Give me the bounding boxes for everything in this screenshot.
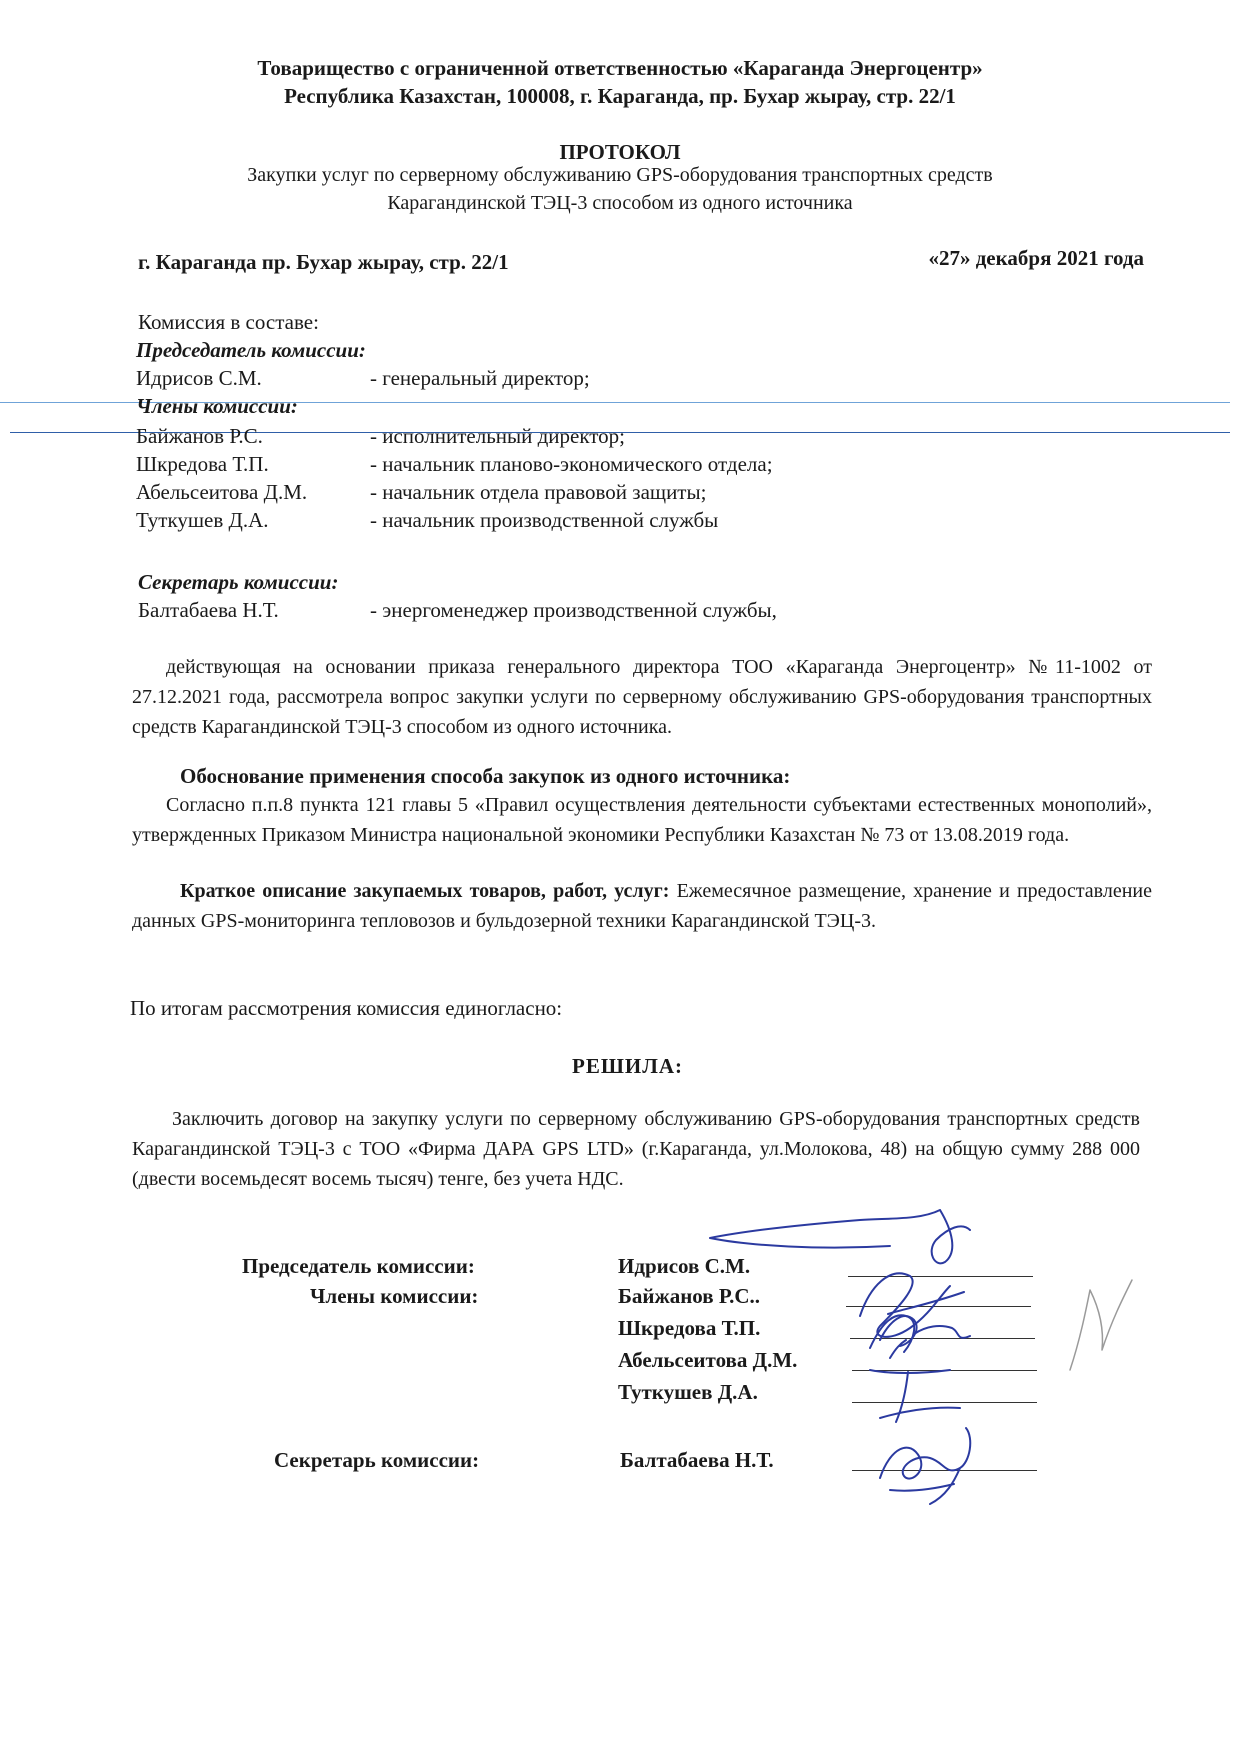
chair-heading: Председатель комиссии:	[136, 338, 366, 362]
sig-name: Абельсеитова Д.М.	[618, 1348, 798, 1372]
sig-name: Балтабаева Н.Т.	[620, 1448, 774, 1472]
sig-name: Туткушев Д.А.	[618, 1380, 758, 1404]
secretary-heading: Секретарь комиссии:	[138, 570, 339, 594]
org-name: Товарищество с ограниченной ответственностью «Караганда Энергоцентр»	[257, 56, 983, 80]
description-text: Ежемесячное размещение, хранение и предоставление данных GPS-мониторинга тепловозов и бульдозерной техники Карагандинской ТЭЦ-3.	[132, 880, 1153, 932]
member-role: - начальник планово-экономического отдела;	[370, 452, 773, 476]
member-role: - начальник отдела правовой защиты;	[370, 480, 707, 504]
decision-text: Заключить договор на закупку услуги по серверному обслуживанию GPS-оборудования транспортных средств Карагандинской ТЭЦ-3 с ТОО «Фирма ДАРА GPS LTD» (г.Караганда, ул.Молокова, 48) на общую сумму 288 000 (двести восемьдесят восемь тысяч) тенге, без учета НДС.	[132, 1108, 1140, 1190]
secretary-name: Балтабаева Н.Т.	[138, 598, 279, 622]
sig-secretary-label: Секретарь комиссии:	[274, 1448, 480, 1472]
commission-intro: Комиссия в составе:	[138, 310, 319, 334]
sig-members-label: Члены комиссии:	[310, 1284, 479, 1308]
description-label: Краткое описание закупаемых товаров, работ, услуг:	[180, 880, 670, 902]
member-name: Абельсеитова Д.М.	[136, 480, 308, 504]
description-paragraph	[132, 876, 1152, 936]
sig-name: Шкредова Т.П.	[618, 1316, 761, 1340]
conclusion-intro: По итогам рассмотрения комиссия единогласно:	[130, 996, 563, 1020]
chair-role: - генеральный директор;	[370, 366, 590, 390]
decision-heading: РЕШИЛА:	[572, 1054, 684, 1078]
members-heading: Члены комиссии:	[136, 394, 298, 418]
handwritten-signature-faint	[1060, 1270, 1140, 1380]
justification-heading: Обоснование применения способа закупок из одного источника:	[180, 764, 791, 788]
justification-text: Согласно п.п.8 пункта 121 главы 5 «Правил осуществления деятельности субъектами естественных монополий», утвержденных Приказом Министра национальной экономики Республики Казахстан № 73 от 13.08.2019 года.	[132, 794, 1152, 846]
member-name: Байжанов Р.С.	[136, 424, 263, 448]
document-title: ПРОТОКОЛ	[559, 140, 681, 164]
place: г. Караганда пр. Бухар жырау, стр. 22/1	[138, 250, 509, 274]
member-role: - начальник производственной службы	[370, 508, 719, 532]
chair-name: Идрисов С.М.	[136, 366, 262, 390]
member-name: Шкредова Т.П.	[136, 452, 269, 476]
handwritten-signature	[870, 1418, 990, 1508]
org-address: Республика Казахстан, 100008, г. Караганда, пр. Бухар жырау, стр. 22/1	[284, 84, 956, 108]
sig-chair-label: Председатель комиссии:	[242, 1254, 475, 1278]
sig-name: Байжанов Р.С..	[618, 1284, 760, 1308]
sig-name: Идрисов С.М.	[618, 1254, 751, 1278]
document-subject-line: Закупки услуг по серверному обслуживанию GPS-оборудования транспортных средств	[247, 164, 993, 186]
document-subject-line: Карагандинской ТЭЦ-3 способом из одного источника	[387, 192, 853, 214]
secretary-role: - энергоменеджер производственной службы,	[370, 598, 777, 622]
member-name: Туткушев Д.А.	[136, 508, 269, 532]
handwritten-signature	[870, 1300, 980, 1360]
date: «27» декабря 2021 года	[928, 246, 1144, 270]
body-paragraph: действующая на основании приказа генерального директора ТОО «Караганда Энергоцентр» №11-1002 от 27.12.2021 года, рассмотрела вопрос закупки услуги по серверному обслуживанию GPS-оборудования транспортных средств Карагандинской ТЭЦ-3 способом из одного источника.	[132, 656, 1152, 738]
member-role: - исполнительный директор;	[370, 424, 626, 448]
